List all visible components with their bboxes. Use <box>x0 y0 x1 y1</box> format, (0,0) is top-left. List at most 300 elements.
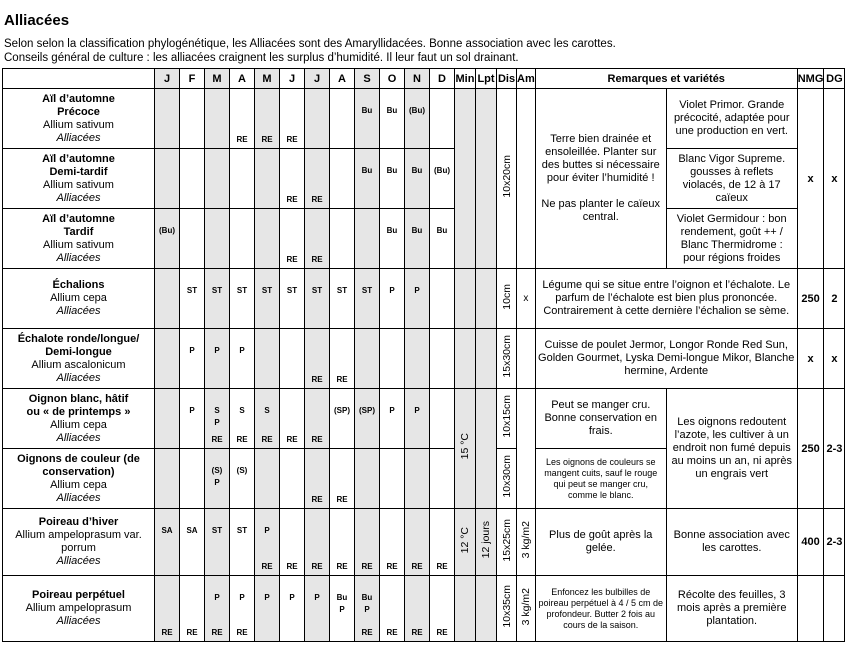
lpt-cell-ail <box>476 89 497 269</box>
month-cell <box>330 269 355 329</box>
month-harvest: RE <box>336 375 348 384</box>
month-cell <box>430 269 455 329</box>
remark-echalions: Légume qui se situe entre l’oignon et l’échalote. Le parfum de l’échalote est bien plus prononcée. Contrairement à cette dernière l’échalion se sème. <box>535 269 797 329</box>
month-cell <box>330 209 355 269</box>
month-action: Bu <box>336 593 348 602</box>
month-cell <box>330 149 355 209</box>
plant-family: Alliacées <box>56 431 101 444</box>
month-cell <box>155 329 180 389</box>
month-cell <box>380 149 405 209</box>
month-cell <box>380 329 405 389</box>
month-cell <box>305 389 330 449</box>
plant-common-name: conservation) <box>42 465 115 478</box>
month-cell <box>405 449 430 509</box>
month-action: P <box>364 605 370 614</box>
month-cell <box>380 389 405 449</box>
month-action: P <box>239 346 245 355</box>
header-month-2: M <box>205 69 230 89</box>
plant-latin-name: Allium sativum <box>43 238 114 251</box>
month-action: ST <box>186 286 198 295</box>
min-cell-ail <box>455 89 476 269</box>
month-action: ST <box>311 286 323 295</box>
month-action: (S) <box>236 466 248 475</box>
month-cell <box>305 509 330 576</box>
month-cell <box>430 209 455 269</box>
header-month-3: A <box>230 69 255 89</box>
month-cell <box>205 89 230 149</box>
dg-echalote: x <box>824 329 845 389</box>
page-title: Alliacées <box>4 12 70 29</box>
row-oignon-blanc <box>3 389 845 449</box>
month-cell <box>280 449 305 509</box>
alliacees-table <box>2 68 845 642</box>
month-cell <box>230 209 255 269</box>
month-cell <box>230 449 255 509</box>
month-action: ST <box>361 286 373 295</box>
month-cell <box>180 269 205 329</box>
month-harvest: RE <box>411 562 423 571</box>
month-action: P <box>189 406 195 415</box>
dis-cell-echalions: 10cm <box>497 269 517 329</box>
month-harvest: RE <box>336 562 348 571</box>
month-cell <box>380 576 405 642</box>
month-harvest: RE <box>436 562 448 571</box>
lpt-cell-oignons <box>476 389 497 509</box>
month-cell <box>305 449 330 509</box>
dg-oignons: 2-3 <box>824 389 845 509</box>
remark-echalote: Cuisse de poulet Jermor, Longor Ronde Red Sun, Golden Gourmet, Lyska Demi-longue Mikor, Blanche hermine, Ardente <box>535 329 797 389</box>
month-cell <box>430 449 455 509</box>
lpt-cell-echalions <box>476 269 497 329</box>
header-month-11: D <box>430 69 455 89</box>
month-cell <box>230 149 255 209</box>
month-cell <box>205 389 230 449</box>
dis-cell-poireau-perpetuel: 10x35cm <box>497 576 517 642</box>
month-harvest: RE <box>211 628 223 637</box>
month-harvest: RE <box>236 628 248 637</box>
plant-name <box>3 269 155 329</box>
dg-poireau-perpetuel <box>824 576 845 642</box>
month-cell <box>405 269 430 329</box>
month-cell <box>180 89 205 149</box>
plant-family: Alliacées <box>56 191 101 204</box>
plant-common-name: Échalote ronde/longue/ <box>17 332 140 345</box>
month-cell <box>330 89 355 149</box>
month-cell <box>355 449 380 509</box>
month-harvest: RE <box>311 195 323 204</box>
remark-poireau-perp-1: Enfoncez les bulbilles de poireau perpétuel à 4 / 5 cm de profondeur. Butter 2 fois au cours de la saison. <box>535 576 666 642</box>
month-cell <box>330 329 355 389</box>
month-harvest: RE <box>386 562 398 571</box>
plant-latin-name: Allium cepa <box>50 478 107 491</box>
lpt-cell-poireau-perp <box>476 576 497 642</box>
month-cell <box>355 329 380 389</box>
month-cell <box>355 389 380 449</box>
month-cell <box>205 269 230 329</box>
nmg-echalions: 250 <box>797 269 824 329</box>
plant-common-name: ou « de printemps » <box>26 405 131 418</box>
month-action: Bu <box>411 166 423 175</box>
header-month-1: F <box>180 69 205 89</box>
header-month-10: N <box>405 69 430 89</box>
month-action: S <box>214 406 220 415</box>
month-cell <box>430 509 455 576</box>
month-cell <box>155 389 180 449</box>
header-lpt: Lpt <box>476 69 497 89</box>
header-am: Am <box>517 69 536 89</box>
intro-line-2: Conseils général de culture : les alliacées craignent les surplus d’humidité. Il leur faut un sol drainant. <box>4 52 519 64</box>
month-action: Bu <box>361 106 373 115</box>
month-cell <box>355 509 380 576</box>
month-cell <box>380 449 405 509</box>
month-cell <box>430 389 455 449</box>
remark-poireau-hiver-1: Plus de goût après la gelée. <box>535 509 666 576</box>
plant-common-name: Aïl d’automne <box>42 212 115 225</box>
month-action: ST <box>336 286 348 295</box>
plant-common-name: Poireau perpétuel <box>32 589 125 601</box>
month-harvest: RE <box>436 628 448 637</box>
header-month-4: M <box>255 69 280 89</box>
month-action: ST <box>211 526 223 535</box>
month-action: P <box>189 346 195 355</box>
plant-common-name: Demi-tardif <box>49 165 108 178</box>
am-cell-poireau-perpetuel: 3 kg/m2 <box>517 576 536 642</box>
month-cell <box>255 449 280 509</box>
remark-oignon-couleur: Les oignons de couleurs se mangent cuits, sauf le rouge qui peut se manger cru, comme le blanc. <box>535 449 666 509</box>
month-action: ST <box>236 286 248 295</box>
month-harvest: RE <box>386 628 398 637</box>
month-cell <box>180 449 205 509</box>
row-echalote <box>3 329 845 389</box>
am-cell-echalote <box>517 329 536 389</box>
month-cell <box>405 389 430 449</box>
plant-family: Alliacées <box>56 131 101 144</box>
month-harvest: RE <box>236 135 248 144</box>
dg-echalions: 2 <box>824 269 845 329</box>
month-action: P <box>414 406 420 415</box>
month-cell <box>405 329 430 389</box>
month-cell <box>380 269 405 329</box>
dis-cell-oignon-couleur: 10x30cm <box>497 449 517 509</box>
month-harvest: RE <box>261 435 273 444</box>
month-cell <box>430 329 455 389</box>
header-month-7: A <box>330 69 355 89</box>
month-cell <box>380 89 405 149</box>
row-echalions <box>3 269 845 329</box>
plant-common-name: Poireau d’hiver <box>38 516 119 528</box>
month-cell <box>255 576 280 642</box>
plant-latin-name: Allium sativum <box>43 118 114 131</box>
plant-latin-name: Allium cepa <box>50 292 107 304</box>
month-action: Bu <box>436 226 448 235</box>
month-action: ST <box>236 526 248 535</box>
remark-poireau-perp-2: Récolte des feuilles, 3 mois après a première plantation. <box>666 576 797 642</box>
month-action: Bu <box>386 106 398 115</box>
month-cell <box>230 576 255 642</box>
plant-family: Alliacées <box>56 371 101 384</box>
lpt-cell-echalote <box>476 329 497 389</box>
month-cell <box>255 509 280 576</box>
month-action: P <box>214 593 220 602</box>
remark-oignon-blanc: Peut se manger cru. Bonne conservation en frais. <box>535 389 666 449</box>
month-cell <box>180 576 205 642</box>
row-ail-tardif <box>3 209 845 269</box>
month-action: ST <box>261 286 273 295</box>
month-harvest: RE <box>236 435 248 444</box>
month-action: (SP) <box>359 406 375 415</box>
am-cell-poireau-hiver: 3 kg/m2 <box>517 509 536 576</box>
month-cell <box>255 209 280 269</box>
month-action: Bu <box>386 166 398 175</box>
plant-common-name: Demi-longue <box>45 345 112 358</box>
month-cell <box>330 449 355 509</box>
header-nmg: NMG <box>797 69 824 89</box>
month-cell <box>305 209 330 269</box>
am-cell-ail <box>517 89 536 269</box>
month-cell <box>405 89 430 149</box>
dis-cell-poireau-hiver: 15x25cm <box>497 509 517 576</box>
header-remarks: Remarques et variétés <box>535 69 797 89</box>
month-harvest: RE <box>361 628 373 637</box>
month-cell <box>280 329 305 389</box>
header-month-5: J <box>280 69 305 89</box>
month-action: ST <box>286 286 298 295</box>
month-harvest: RE <box>211 435 223 444</box>
month-cell <box>155 209 180 269</box>
min-cell-oignons: 15 °C <box>455 389 476 509</box>
plant-family: Alliacées <box>56 305 101 317</box>
month-harvest: RE <box>286 562 298 571</box>
month-harvest: RE <box>186 628 198 637</box>
month-harvest: RE <box>411 628 423 637</box>
plant-common-name: Oignons de couleur (de <box>17 452 140 465</box>
row-ail-precoce <box>3 89 845 149</box>
plant-name <box>3 449 155 509</box>
month-cell <box>330 509 355 576</box>
month-cell <box>205 329 230 389</box>
month-action: Bu <box>386 226 398 235</box>
header-row <box>3 69 845 89</box>
month-cell <box>405 149 430 209</box>
month-cell <box>230 329 255 389</box>
month-cell <box>255 329 280 389</box>
month-cell <box>280 149 305 209</box>
am-cell-oignons <box>517 389 536 509</box>
month-cell <box>330 576 355 642</box>
month-action: P <box>264 593 270 602</box>
month-cell <box>255 149 280 209</box>
month-action: P <box>289 593 295 602</box>
intro-line-1: Selon selon la classification phylogénétique, les Alliacées sont des Amaryllidacées. Bonne association avec les carottes. <box>4 38 616 50</box>
lpt-cell-poireau: 12 jours <box>476 509 497 576</box>
month-action: P <box>214 346 220 355</box>
month-cell <box>355 89 380 149</box>
plant-latin-name: Allium ampeloprasum var. porrum <box>15 529 142 554</box>
month-cell <box>180 509 205 576</box>
month-cell <box>280 269 305 329</box>
remark-ail-general: Terre bien drainée et ensoleillée. Planter sur des buttes si nécessaire pour éviter l’humidité ! Ne pas planter le caïeux central. <box>535 89 666 269</box>
plant-name <box>3 209 155 269</box>
month-cell <box>355 576 380 642</box>
month-action: (Bu) <box>434 166 450 175</box>
plant-family: Alliacées <box>56 555 101 567</box>
header-month-8: S <box>355 69 380 89</box>
month-action: P <box>314 593 320 602</box>
month-cell <box>405 509 430 576</box>
plant-family: Alliacées <box>56 491 101 504</box>
month-action: (SP) <box>334 406 350 415</box>
month-action: ST <box>211 286 223 295</box>
month-cell <box>155 149 180 209</box>
month-cell <box>255 89 280 149</box>
dis-cell-echalote: 15x30cm <box>497 329 517 389</box>
month-harvest: RE <box>336 495 348 504</box>
month-action: Bu <box>411 226 423 235</box>
month-harvest: RE <box>161 628 173 637</box>
month-cell <box>355 269 380 329</box>
plant-name <box>3 389 155 449</box>
month-cell <box>305 576 330 642</box>
month-action: S <box>264 406 270 415</box>
intro-text <box>4 37 616 65</box>
plant-latin-name: Allium ascalonicum <box>31 358 126 371</box>
month-harvest: RE <box>311 495 323 504</box>
am-cell-echalions: x <box>517 269 536 329</box>
plant-common-name: Oignon blanc, hâtif <box>28 392 129 405</box>
month-action: P <box>239 593 245 602</box>
remark-ail-precoce: Violet Primor. Grande précocité, adaptée pour une production en vert. <box>666 89 797 149</box>
min-cell-poireau-perp <box>455 576 476 642</box>
plant-family: Alliacées <box>56 251 101 264</box>
month-harvest: RE <box>261 135 273 144</box>
month-action: P <box>339 605 345 614</box>
dis-cell-oignon-blanc: 10x15cm <box>497 389 517 449</box>
row-poireau-perpetuel <box>3 576 845 642</box>
month-cell <box>280 389 305 449</box>
plant-common-name: Précoce <box>57 105 100 118</box>
plant-family: Alliacées <box>56 615 101 627</box>
row-poireau-hiver <box>3 509 845 576</box>
min-cell-echalote <box>455 329 476 389</box>
month-cell <box>255 389 280 449</box>
month-harvest: RE <box>361 562 373 571</box>
month-cell <box>280 209 305 269</box>
month-cell <box>305 89 330 149</box>
plant-latin-name: Allium sativum <box>43 178 114 191</box>
month-action: P <box>389 406 395 415</box>
plant-name <box>3 576 155 642</box>
month-action: S <box>239 406 245 415</box>
month-harvest: RE <box>311 255 323 264</box>
remark-oignons-general: Les oignons redoutent l’azote, les cultiver à un endroit non fumé depuis au moins un an, ni après un engrais vert <box>666 389 797 509</box>
month-cell <box>255 269 280 329</box>
month-cell <box>180 149 205 209</box>
month-cell <box>230 89 255 149</box>
header-month-9: O <box>380 69 405 89</box>
plant-common-name: Tardif <box>63 225 94 238</box>
month-cell <box>380 509 405 576</box>
row-ail-demitardif <box>3 149 845 209</box>
month-harvest: RE <box>286 135 298 144</box>
month-harvest: RE <box>286 255 298 264</box>
nmg-ail: x <box>797 89 824 269</box>
month-cell <box>430 149 455 209</box>
month-cell <box>155 449 180 509</box>
month-cell <box>330 389 355 449</box>
dg-ail: x <box>824 89 845 269</box>
plant-name <box>3 329 155 389</box>
month-action: P <box>414 286 420 295</box>
month-cell <box>280 509 305 576</box>
plant-latin-name: Allium cepa <box>50 418 107 431</box>
month-cell <box>230 509 255 576</box>
plant-common-name: Aïl d’automne <box>42 152 115 165</box>
plant-name <box>3 89 155 149</box>
header-min: Min <box>455 69 476 89</box>
nmg-poireau-hiver: 400 <box>797 509 824 576</box>
month-cell <box>155 269 180 329</box>
month-cell <box>430 89 455 149</box>
header-month-6: J <box>305 69 330 89</box>
month-action: Bu <box>361 166 373 175</box>
month-cell <box>180 329 205 389</box>
nmg-oignons: 250 <box>797 389 824 509</box>
plant-common-name: Échalions <box>52 279 105 291</box>
month-action: SA <box>186 526 198 535</box>
month-action: P <box>264 526 270 535</box>
plant-latin-name: Allium ampeloprasum <box>25 602 132 614</box>
month-cell <box>305 149 330 209</box>
month-cell <box>405 209 430 269</box>
month-harvest: RE <box>261 562 273 571</box>
month-cell <box>305 269 330 329</box>
month-cell <box>230 389 255 449</box>
month-harvest: RE <box>311 562 323 571</box>
month-cell <box>205 209 230 269</box>
month-cell <box>355 149 380 209</box>
plant-common-name: Aïl d’automne <box>42 92 115 105</box>
month-harvest: RE <box>286 435 298 444</box>
month-action: P <box>389 286 395 295</box>
month-cell <box>280 89 305 149</box>
month-harvest: RE <box>311 375 323 384</box>
dg-poireau-hiver: 2-3 <box>824 509 845 576</box>
month-cell <box>205 149 230 209</box>
remark-poireau-hiver-2: Bonne association avec les carottes. <box>666 509 797 576</box>
month-cell <box>205 576 230 642</box>
month-action: (Bu) <box>409 106 425 115</box>
month-cell <box>205 449 230 509</box>
remark-ail-tardif: Violet Germidour : bon rendement, goût ++ / Blanc Thermidrome : pour régions froides <box>666 209 797 269</box>
month-action: (Bu) <box>159 226 175 235</box>
month-cell <box>155 89 180 149</box>
header-dis: Dis <box>497 69 517 89</box>
plant-name <box>3 509 155 576</box>
month-cell <box>280 576 305 642</box>
header-month-0: J <box>155 69 180 89</box>
remark-ail-demitardif: Blanc Vigor Supreme. gousses à reflets violacés, de 12 à 17 caïeux <box>666 149 797 209</box>
plant-name <box>3 149 155 209</box>
month-cell <box>380 209 405 269</box>
min-cell-poireau: 12 °C <box>455 509 476 576</box>
month-cell <box>405 576 430 642</box>
nmg-echalote: x <box>797 329 824 389</box>
dis-cell-ail: 10x20cm <box>497 89 517 269</box>
month-action: SA <box>161 526 173 535</box>
nmg-poireau-perpetuel <box>797 576 824 642</box>
month-cell <box>205 509 230 576</box>
month-cell <box>155 576 180 642</box>
